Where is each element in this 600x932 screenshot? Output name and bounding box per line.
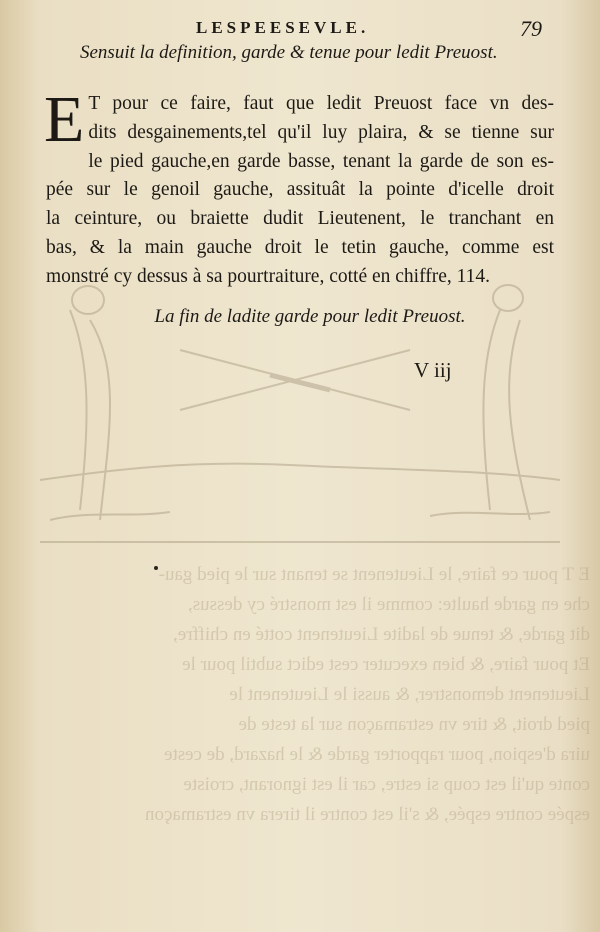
drop-cap: E	[44, 83, 85, 156]
page-number: 79	[520, 16, 542, 41]
bleed-through-text	[30, 560, 590, 830]
bleed-line: conte qu'il est coup si estre, car il est ignorant, croiste	[183, 774, 590, 795]
body-line: T pour ce faire, faut que ledit Preuost face vn des-	[88, 93, 554, 114]
bleed-line: Lieutenent demonstrer, & aussi le Lieutenent le	[229, 684, 590, 705]
ink-dot	[154, 566, 158, 570]
bleed-line: Et pour faire, & bien executer cest edict subtil pour le	[182, 654, 590, 675]
bleed-line: uira d'espion, pour rapporter garde & le hazard, de ceste	[164, 744, 590, 765]
running-title: LESPEESEVLE.	[196, 18, 370, 37]
body-line: monstré cy dessus à sa pourtraiture, cotté en chiffre, 114.	[46, 265, 491, 287]
bleed-line: dit garde, & tenue de ladite Lieutenent cotté en chiffre,	[173, 624, 590, 645]
body-paragraph	[44, 83, 554, 292]
body-line: le pied gauche,en garde basse, tenant la garde de son es-	[88, 150, 554, 172]
running-head	[0, 16, 600, 40]
bleed-line: E T pour ce faire, le Lieutenent se tenant sur le pied gau-	[158, 564, 590, 585]
body-line: la ceinture, ou braiette dudit Lieutenent, le tranchant en	[46, 208, 554, 230]
closing-line: La fin de ladite garde pour ledit Preuost.	[154, 306, 466, 327]
body-line: bas, & la main gauche droit le tetin gauche, comme est	[46, 236, 554, 258]
body-line: dits desgainements,tel qu'il luy plaira, & se tienne sur	[88, 121, 554, 143]
bleed-line: espée contre espée, & s'il est contre il tirera vn estramaçon	[145, 804, 590, 825]
body-line: pée sur le genoil gauche, assituât la pointe d'icelle droit	[46, 179, 554, 201]
bleed-line: che en garde haulte: comme il est monstré cy dessus,	[187, 594, 590, 615]
section-heading: Sensuit la definition, garde & tenue pour ledit Preuost.	[80, 42, 498, 63]
signature-mark: V iij	[414, 358, 452, 382]
bleed-line: pied droit, & tire vn estramaçon sur la teste de	[238, 714, 590, 735]
